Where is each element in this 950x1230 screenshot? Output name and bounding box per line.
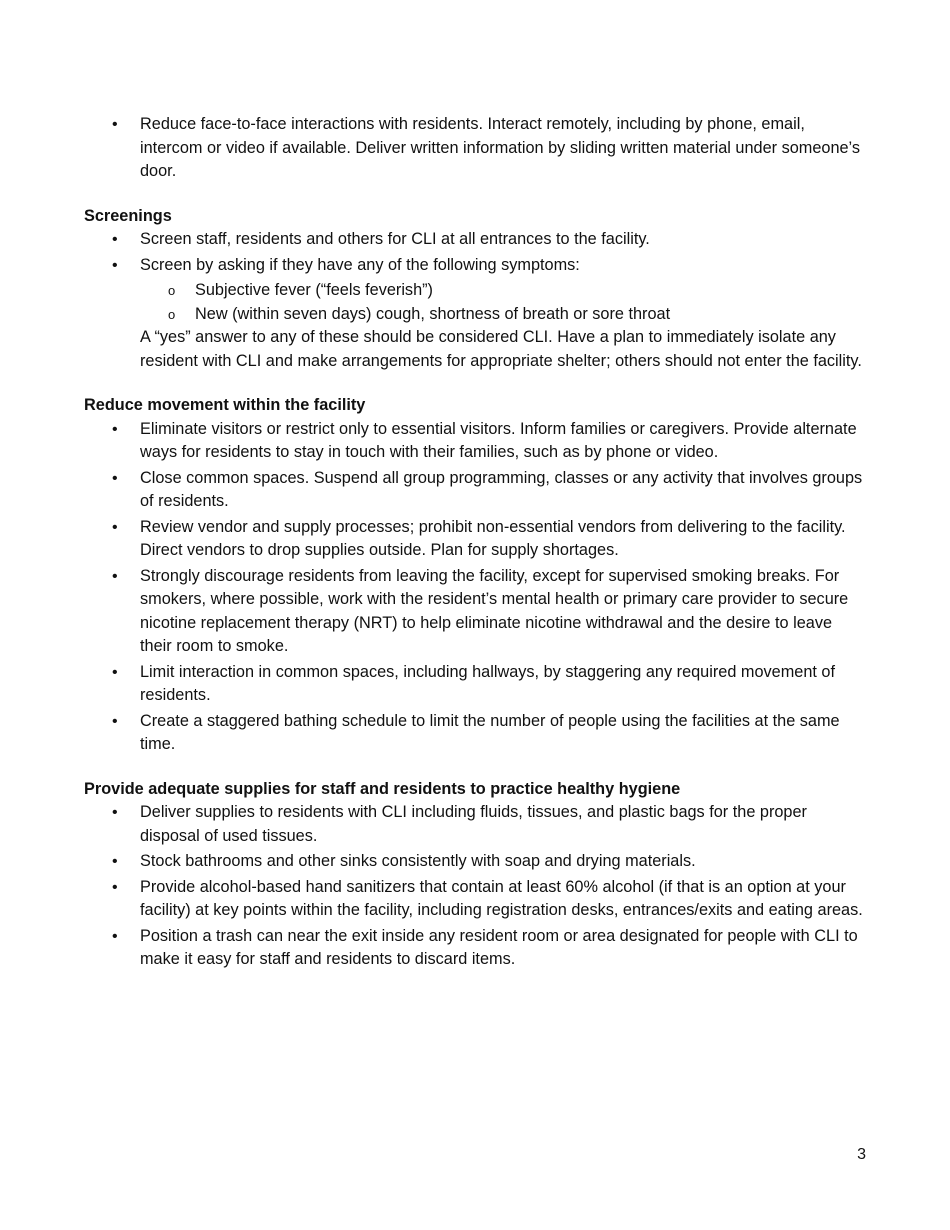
list-item <box>84 850 864 874</box>
list-item <box>84 661 864 708</box>
bullet-icon: • <box>112 518 118 536</box>
list-item <box>84 516 864 563</box>
list-item-text: Limit interaction in common spaces, including hallways, by staggering any required movement of residents. <box>140 662 836 704</box>
list-item-text: Create a staggered bathing schedule to limit the number of people using the facilities at the same time. <box>140 711 840 753</box>
sub-list-item <box>84 303 864 327</box>
cli-note: A “yes” answer to any of these should be considered CLI. Have a plan to immediately isolate any resident with CLI and make arrangements for appropriate shelter; others should not enter the facility. <box>140 328 862 370</box>
list-item <box>84 925 864 972</box>
list-item-text: Close common spaces. Suspend all group programming, classes or any activity that involves groups of residents. <box>140 468 863 510</box>
section-heading: Reduce movement within the facility <box>84 396 366 414</box>
list-item <box>84 418 864 465</box>
intro-list <box>84 113 864 184</box>
list-item <box>84 801 864 848</box>
page-number: 3 <box>857 1146 866 1163</box>
hygiene-section <box>84 778 864 972</box>
sub-list-item <box>84 279 864 303</box>
bullet-icon: • <box>112 927 118 945</box>
sub-list-item-text: New (within seven days) cough, shortness of breath or sore throat <box>195 304 671 323</box>
movement-list <box>84 418 864 757</box>
list-item <box>84 876 864 923</box>
bullet-icon: • <box>112 256 118 274</box>
list-item-text: Provide alcohol-based hand sanitizers that contain at least 60% alcohol (if that is an option at your facility) at key points within the facility, including registration desks, entrances/exits and eating areas. <box>140 877 863 919</box>
sub-list-item-text: Subjective fever (“feels feverish”) <box>195 281 433 299</box>
list-item <box>84 113 864 184</box>
list-item <box>84 565 864 659</box>
list-item-text: Screen by asking if they have any of the following symptoms: <box>140 255 580 274</box>
bullet-icon: • <box>112 231 118 248</box>
bullet-icon: • <box>112 116 118 133</box>
movement-section <box>84 394 864 757</box>
list-item-text: Strongly discourage residents from leaving the facility, except for supervised smoking breaks. For smokers, where possible, work with the resident’s mental health or primary care provider to secure nicotine replacement therapy (NRT) to help eliminate nicotine withdrawal and the desire to leave their room to smoke. <box>140 566 849 655</box>
bullet-icon: • <box>112 878 118 896</box>
list-item-text: Review vendor and supply processes; prohibit non-essential vendors from delivering to the facility. Direct vendors to drop supplies outside. Plan for supply shortages. <box>140 517 846 559</box>
list-item-text: Eliminate visitors or restrict only to essential visitors. Inform families or caregivers. Provide alternate ways for residents to stay in touch with their families, such as by phone or video. <box>140 419 857 461</box>
bullet-icon: • <box>112 804 118 821</box>
bullet-icon: • <box>112 420 118 438</box>
list-item-text: Position a trash can near the exit inside any resident room or area designated for people with CLI to make it easy for staff and residents to discard items. <box>140 926 858 968</box>
bullet-icon: • <box>112 469 118 487</box>
list-item <box>84 254 864 278</box>
list-item <box>84 228 864 252</box>
list-item-text: Stock bathrooms and other sinks consistently with soap and drying materials. <box>140 852 696 870</box>
page-content <box>84 113 864 974</box>
bullet-icon: • <box>112 712 118 730</box>
section-heading: Provide adequate supplies for staff and residents to practice healthy hygiene <box>84 779 681 798</box>
screenings-list <box>84 228 864 277</box>
bullet-icon: • <box>112 567 118 585</box>
hygiene-list <box>84 801 864 972</box>
bullet-icon: • <box>112 853 118 870</box>
circle-bullet-icon: o <box>168 283 176 298</box>
list-item-text: Deliver supplies to residents with CLI including fluids, tissues, and plastic bags for the proper disposal of used tissues. <box>140 803 807 845</box>
list-item <box>84 710 864 757</box>
screenings-section <box>84 205 864 374</box>
list-item <box>84 467 864 514</box>
circle-bullet-icon: o <box>168 306 176 322</box>
symptoms-sublist <box>84 279 864 326</box>
list-item-text: Reduce face-to-face interactions with residents. Interact remotely, including by phone, email, intercom or video if available. Deliver written information by sliding written material under someone’s door. <box>140 115 861 180</box>
list-item-text: Screen staff, residents and others for CLI at all entrances to the facility. <box>140 230 650 248</box>
bullet-icon: • <box>112 663 118 681</box>
section-heading: Screenings <box>84 206 172 225</box>
